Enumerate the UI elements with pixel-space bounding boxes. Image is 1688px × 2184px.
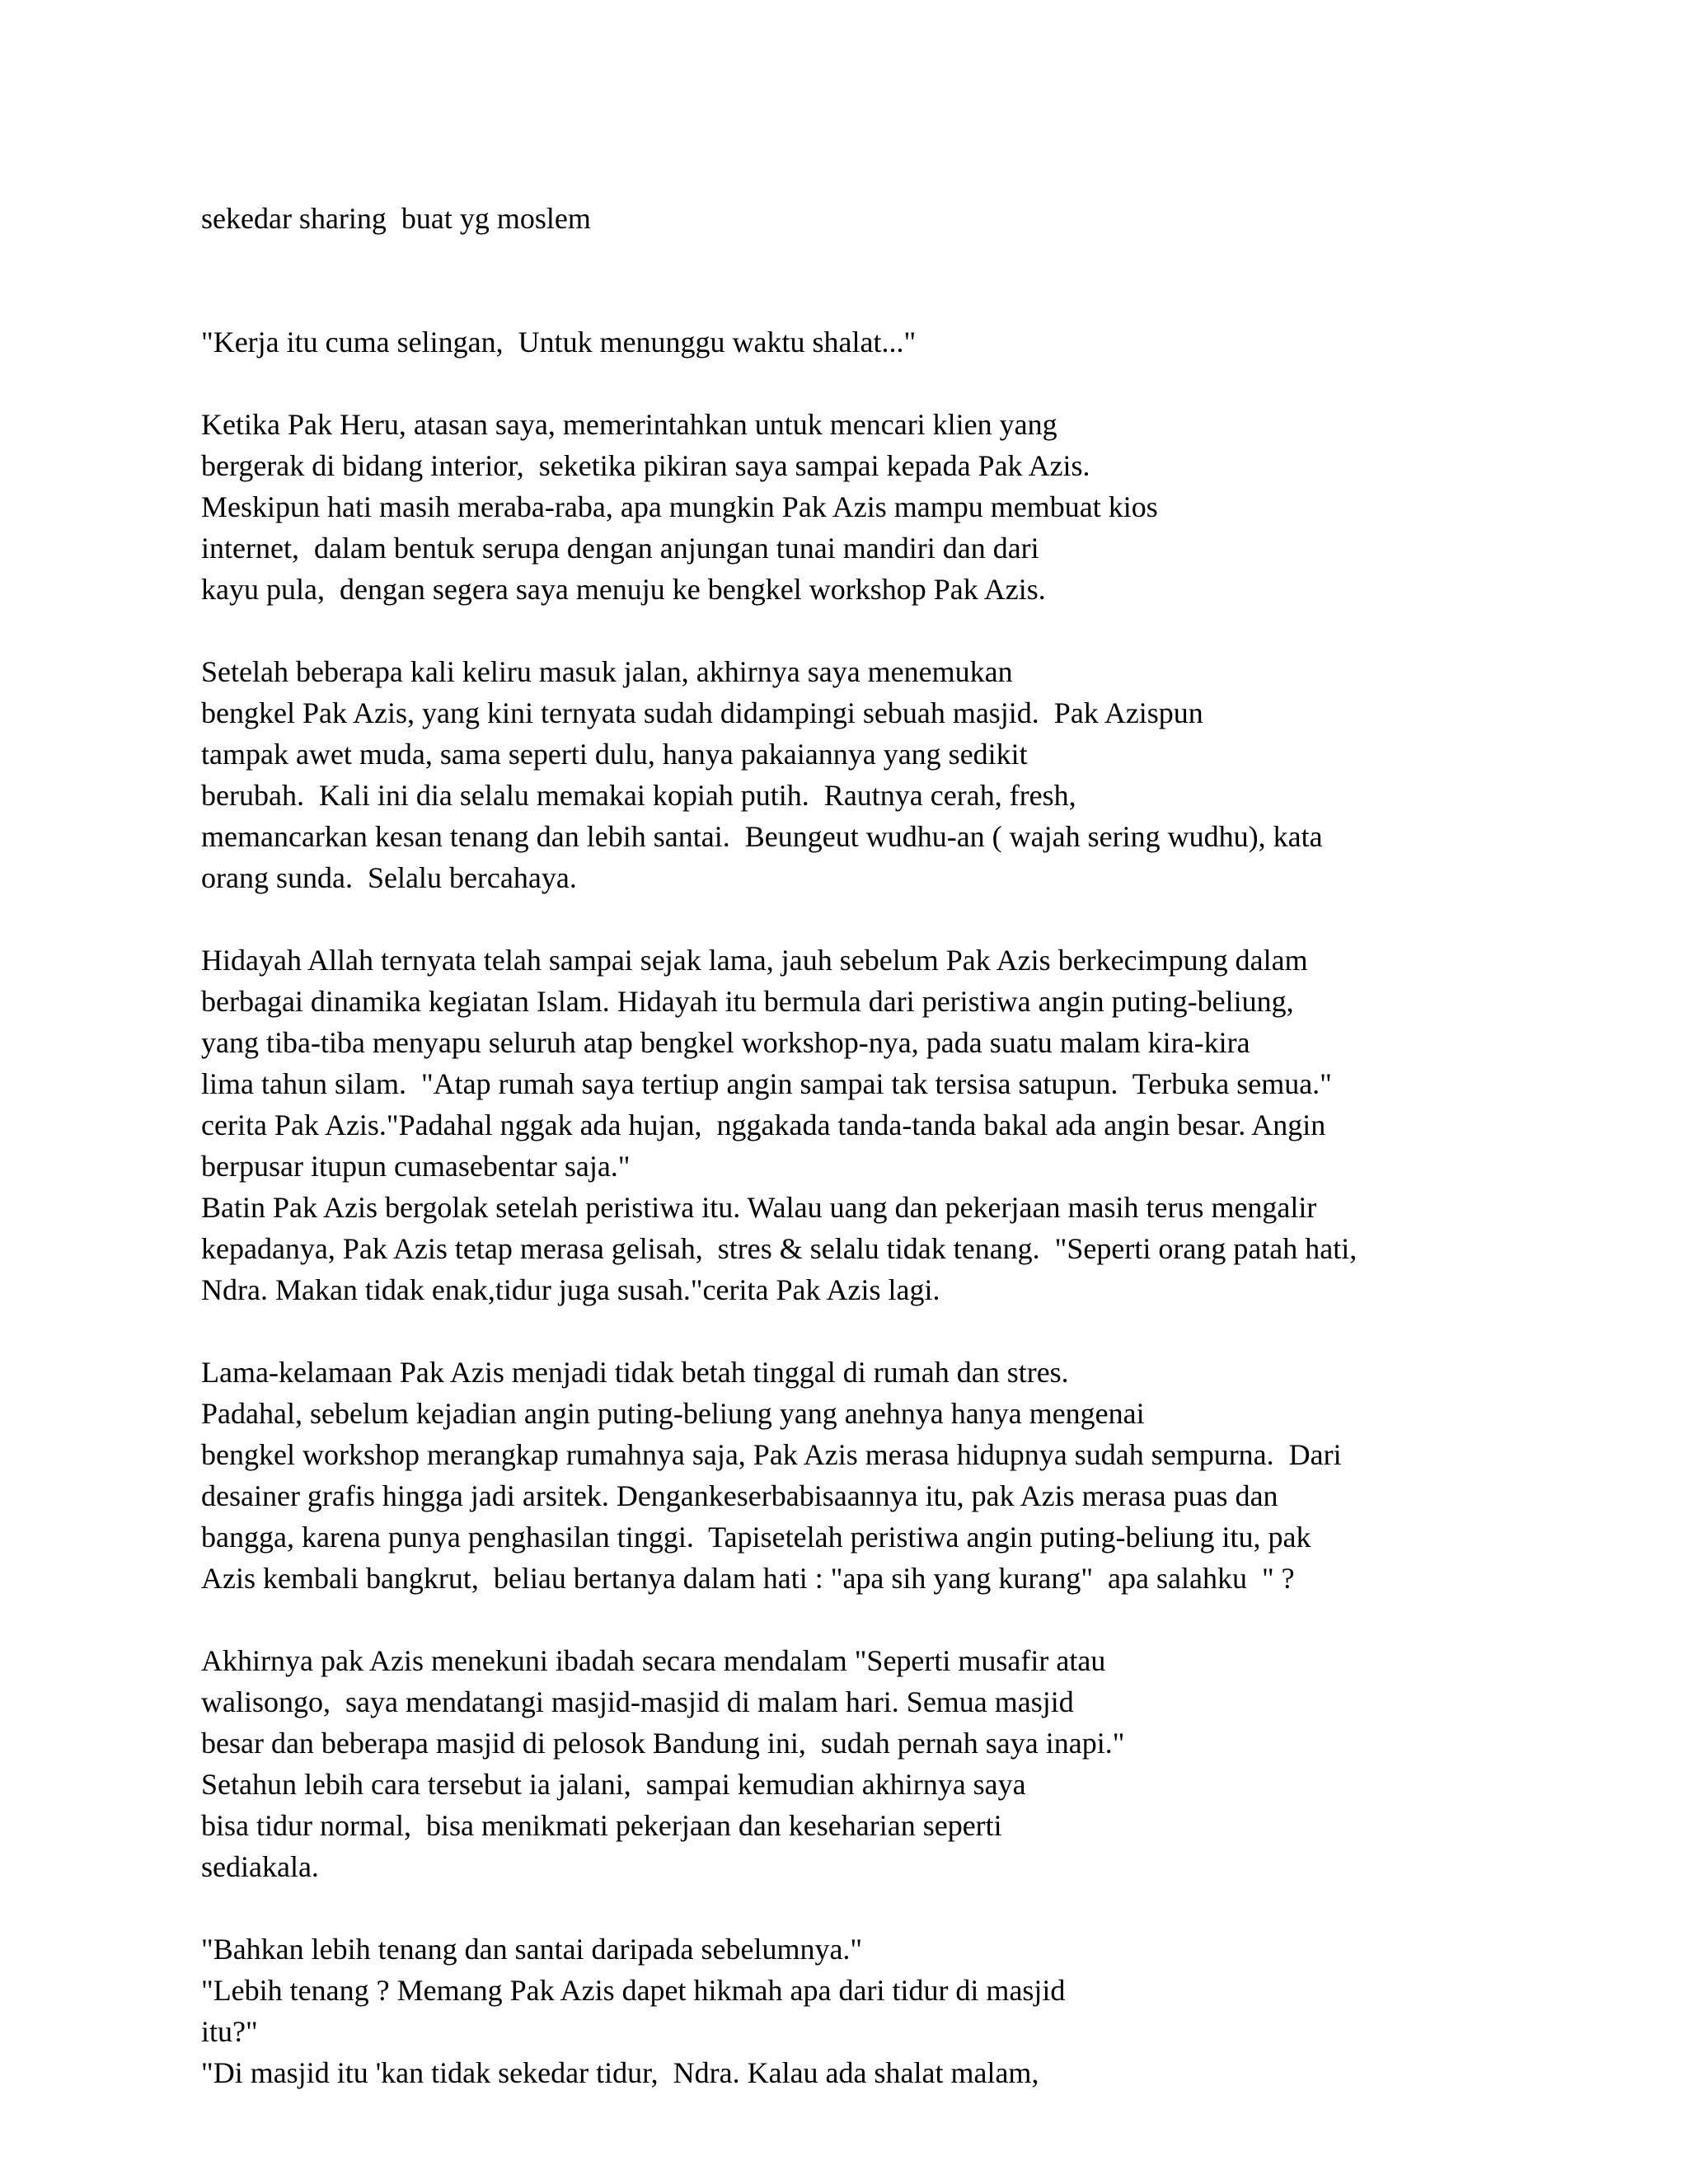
text-line: cerita Pak Azis."Padahal nggak ada hujan, nggakada tanda-tanda bakal ada angin besar. Angin [201,1108,1326,1141]
text-line: berbagai dinamika kegiatan Islam. Hidayah itu bermula dari peristiwa angin puting-beliung, [201,985,1294,1018]
text-line: bangga, karena punya penghasilan tinggi. Tapisetelah peristiwa angin puting-beliung itu, pak [201,1521,1311,1554]
text-line: besar dan beberapa masjid di pelosok Bandung ini, sudah pernah saya inapi." [201,1727,1125,1760]
text-line: "Di masjid itu 'kan tidak sekedar tidur, Ndra. Kalau ada shalat malam, [201,2056,1039,2089]
text-line: Setahun lebih cara tersebut ia jalani, sampai kemudian akhirnya saya [201,1768,1026,1801]
paragraph-gap [201,1887,1553,1929]
intro-line: sekedar sharing buat yg moslem [201,202,591,235]
spacer [201,239,1553,321]
text-line: desainer grafis hingga jadi arsitek. Dengankeserbabisaannya itu, pak Azis merasa puas dan [201,1479,1278,1512]
text-line: orang sunda. Selalu bercahaya. [201,861,577,894]
text-line: Ketika Pak Heru, atasan saya, memerintahkan untuk mencari klien yang [201,408,1057,441]
text-line: internet, dalam bentuk serupa dengan anjungan tunai mandiri dan dari [201,532,1039,565]
text-line: Padahal, sebelum kejadian angin puting-beliung yang anehnya hanya mengenai [201,1397,1145,1430]
text-line: memancarkan kesan tenang dan lebih santai. Beungeut wudhu-an ( wajah sering wudhu), kata [201,820,1323,853]
text-line: yang tiba-tiba menyapu seluruh atap bengkel workshop-nya, pada suatu malam kira-kira [201,1026,1250,1059]
text-line: sediakala. [201,1850,319,1883]
text-line: tampak awet muda, sama seperti dulu, hanya pakaiannya yang sedikit [201,738,1028,771]
text-line: kayu pula, dengan segera saya menuju ke bengkel workshop Pak Azis. [201,573,1046,606]
text-line: "Kerja itu cuma selingan, Untuk menunggu waktu shalat..." [201,326,917,359]
text-line: Meskipun hati masih meraba-raba, apa mungkin Pak Azis mampu membuat kios [201,490,1158,523]
text-line: bengkel workshop merangkap rumahnya saja, Pak Azis merasa hidupnya sudah sempurna. Dari [201,1438,1342,1471]
text-line: Ndra. Makan tidak enak,tidur juga susah."cerita Pak Azis lagi. [201,1273,940,1306]
paragraph-gap [201,363,1553,404]
paragraph-gap [201,1310,1553,1352]
text-line: bisa tidur normal, bisa menikmati pekerjaan dan keseharian seperti [201,1809,1002,1842]
text-line: walisongo, saya mendatangi masjid-masjid di malam hari. Semua masjid [201,1685,1074,1718]
text-line: bengkel Pak Azis, yang kini ternyata sudah didampingi sebuah masjid. Pak Azispun [201,696,1203,729]
text-line: itu?" [201,2015,258,2048]
text-line: Batin Pak Azis bergolak setelah peristiwa itu. Walau uang dan pekerjaan masih terus mengalir [201,1191,1317,1224]
text-line: berubah. Kali ini dia selalu memakai kopiah putih. Rautnya cerah, fresh, [201,779,1076,812]
text-line: "Bahkan lebih tenang dan santai daripada sebelumnya." [201,1933,863,1966]
paragraph [201,1929,1553,2093]
paragraph-gap [201,610,1553,651]
paragraph-gap [201,898,1553,940]
text-line: Hidayah Allah ternyata telah sampai sejak lama, jauh sebelum Pak Azis berkecimpung dalam [201,944,1308,977]
paragraph [201,1352,1553,1599]
text-line: lima tahun silam. "Atap rumah saya tertiup angin sampai tak tersisa satupun. Terbuka semua." [201,1067,1332,1100]
text-line: bergerak di bidang interior, seketika pikiran saya sampai kepada Pak Azis. [201,449,1090,482]
document-body [201,198,1553,2093]
text-line: berpusar itupun cumasebentar saja." [201,1150,631,1183]
paragraph [201,321,1553,363]
text-line: kepadanya, Pak Azis tetap merasa gelisah, stres & selalu tidak tenang. "Seperti orang patah hati, [201,1232,1357,1265]
text-line: Lama-kelamaan Pak Azis menjadi tidak betah tinggal di rumah dan stres. [201,1356,1069,1389]
paragraph-list [201,321,1553,2093]
text-line: Setelah beberapa kali keliru masuk jalan, akhirnya saya menemukan [201,655,1013,688]
text-line: Akhirnya pak Azis menekuni ibadah secara mendalam "Seperti musafir atau [201,1644,1106,1677]
paragraph [201,940,1553,1310]
text-line: Azis kembali bangkrut, beliau bertanya dalam hati : "apa sih yang kurang" apa salahku " ? [201,1562,1295,1595]
paragraph [201,1640,1553,1887]
paragraph [201,404,1553,610]
paragraph-gap [201,1599,1553,1640]
text-line: "Lebih tenang ? Memang Pak Azis dapet hikmah apa dari tidur di masjid [201,1974,1066,2007]
paragraph [201,651,1553,898]
